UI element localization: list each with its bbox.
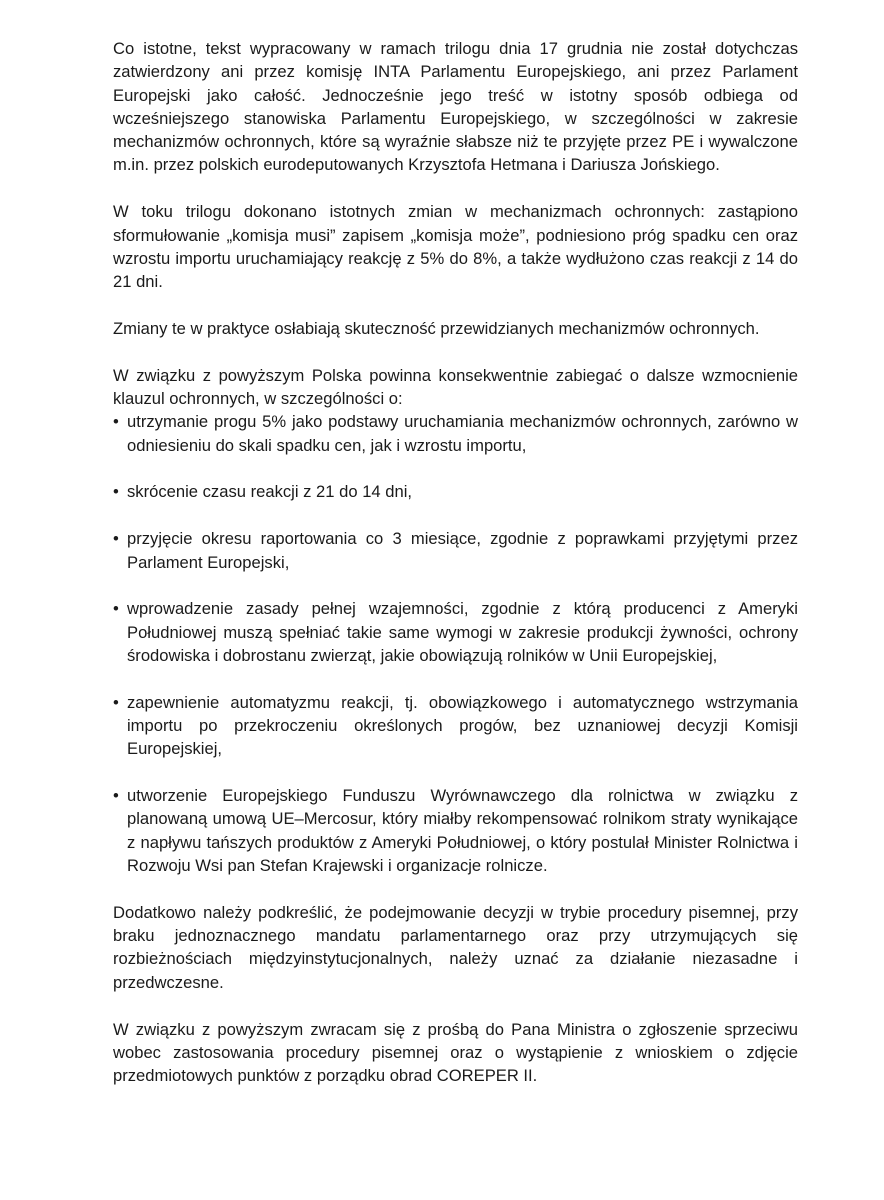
list-item [113,784,798,877]
bullet-marker: • [113,412,119,432]
bullet-marker: • [113,482,119,502]
list-item [113,410,798,457]
paragraph-written-procedure: Dodatkowo należy podkreślić, że podejmowanie decyzji w trybie procedury pisemnej, przy braku jednoznacznego mandatu parlamentarnego oraz przy utrzymujących się rozbieżnościach międzyinstytucjonalnych, należy uznać za działanie niezasadne i przedwczesne. [113,902,798,992]
list-item-text: skrócenie czasu reakcji z 21 do 14 dni, [127,482,413,502]
list-item [113,691,798,761]
demands-list [113,410,798,877]
bullet-marker: • [113,599,119,619]
list-item-text: zapewnienie automatyzmu reakcji, tj. obowiązkowego i automatycznego wstrzymania importu po przekroczeniu określonych progów, bez uznaniowej decyzji Komisji Europejskiej, [127,692,798,759]
paragraph-effect: Zmiany te w praktyce osłabiają skuteczność przewidzianych mechanizmów ochronnych. [113,318,760,338]
list-item [113,527,798,574]
list-item-text: utrzymanie progu 5% jako podstawy uruchamiania mechanizmów ochronnych, zarówno w odniesieniu do skali spadku cen, jak i wzrostu importu, [127,412,798,455]
paragraph-trilogue-text: Co istotne, tekst wypracowany w ramach trilogu dnia 17 grudnia nie został dotychczas zatwierdzony ani przez komisję INTA Parlamentu Europejskiego, ani przez Parlament Europejski jako całość. Jednocześnie jego treść w istotny sposób odbiega od wcześniejszego stanowiska Parlamentu Europejskiego, w szczególności w zakresie mechanizmów ochronnych, które są wyraźnie słabsze niż te przyjęte przez PE i wywalczone m.in. przez polskich eurodeputowanych Krzysztofa Hetmana i Dariusza Jońskiego. [113,39,798,175]
list-item-text: wprowadzenie zasady pełnej wzajemności, zgodnie z którą producenci z Ameryki Południowej muszą spełniać takie same wymogi w zakresie produkcji żywności, ochrony środowiska i dobrostanu zwierząt, jakie obowiązują rolników w Unii Europejskiej, [127,599,798,665]
bullet-marker: • [113,692,119,712]
paragraph-intro: W związku z powyższym Polska powinna konsekwentnie zabiegać o dalsze wzmocnienie klauzul ochronnych, w szczególności o: [113,365,798,409]
paragraph-request: W związku z powyższym zwracam się z prośbą do Pana Ministra o zgłoszenie sprzeciwu wobec zastosowania procedury pisemnej oraz o wystąpienie z wnioskiem o zdjęcie przedmiotowych punktów z porządku obrad COREPER II. [113,1019,798,1086]
list-item [113,480,798,503]
list-item [113,597,798,667]
letter-page [113,37,798,1087]
bullet-marker: • [113,786,119,806]
list-item-text: przyjęcie okresu raportowania co 3 miesiące, zgodnie z poprawkami przyjętymi przez Parlament Europejski, [127,529,798,572]
paragraph-safeguard-changes: W toku trilogu dokonano istotnych zmian w mechanizmach ochronnych: zastąpiono sformułowanie „komisja musi” zapisem „komisja może”, podniesiono próg spadku cen oraz wzrostu importu uruchamiający reakcję z 5% do 8%, a także wydłużono czas reakcji z 14 do 21 dni. [113,202,798,292]
bullet-marker: • [113,529,119,549]
list-item-text: utworzenie Europejskiego Funduszu Wyrównawczego dla rolnictwa w związku z planowaną umową UE–Mercosur, który miałby rekompensować rolnikom straty wynikające z napływu tańszych produktów z Ameryki Południowej, o który postulał Minister Rolnictwa i Rozwoju Wsi pan Stefan Krajewski i organizacje rolnicze. [127,786,798,876]
